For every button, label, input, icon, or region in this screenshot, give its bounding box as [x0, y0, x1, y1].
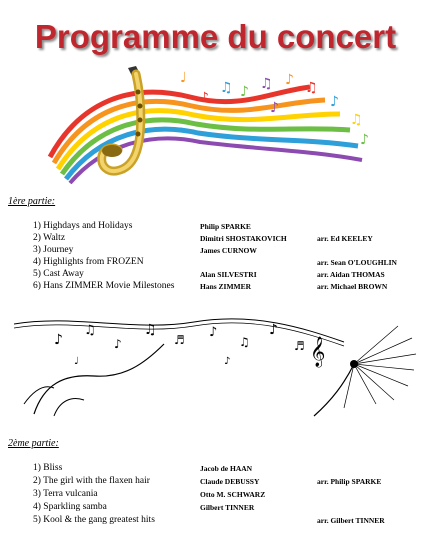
arranger: arr. Philip SPARKE: [317, 477, 382, 486]
svg-text:♩: ♩: [74, 356, 79, 367]
programme-row: [0, 502, 431, 514]
svg-text:♪: ♪: [360, 132, 369, 148]
piece-title: 5) Cast Away: [33, 269, 84, 279]
programme-row: [0, 515, 431, 527]
svg-text:♫: ♫: [350, 112, 363, 128]
svg-text:♪: ♪: [269, 322, 278, 338]
programme-row: [0, 269, 431, 281]
music-notes-icon: [14, 304, 419, 422]
svg-text:♪: ♪: [200, 90, 209, 106]
programme-row: [0, 463, 431, 475]
piece-title: 2) The girl with the flaxen hair: [33, 476, 150, 486]
svg-text:𝄞: 𝄞: [310, 337, 326, 367]
piece-title: 4) Sparkling samba: [33, 502, 107, 512]
svg-text:♪: ♪: [209, 325, 218, 340]
arranger: arr. Gilbert TINNER: [317, 516, 385, 525]
composer: Otto M. SCHWARZ: [200, 490, 266, 499]
svg-text:♩: ♩: [180, 70, 187, 86]
part1-label: 1ère partie:: [8, 196, 56, 207]
piece-title: 5) Kool & the gang greatest hits: [33, 515, 155, 525]
piece-title: 4) Highlights from FROZEN: [33, 257, 144, 267]
programme-row: [0, 257, 431, 269]
composer: Dimitri SHOSTAKOVICH: [200, 234, 287, 243]
programme-row: [0, 245, 431, 257]
svg-text:♪: ♪: [224, 356, 231, 367]
composer: Claude DEBUSSY: [200, 477, 260, 486]
arranger: arr. Sean O'LOUGHLIN: [317, 258, 397, 267]
composer: Philip SPARKE: [200, 222, 251, 231]
composer: Gilbert TINNER: [200, 503, 255, 512]
svg-text:♪: ♪: [285, 72, 294, 88]
programme-row: [0, 489, 431, 501]
piece-title: 1) Bliss: [33, 463, 63, 473]
svg-text:♬: ♬: [294, 339, 305, 353]
svg-text:♫: ♫: [84, 323, 96, 338]
programme-row: [0, 476, 431, 488]
arranger: arr. Ed KEELEY: [317, 234, 373, 243]
svg-text:♫: ♫: [239, 335, 250, 349]
svg-text:♫: ♫: [220, 80, 233, 96]
saxophone-icon: [40, 62, 390, 184]
arranger: arr. Michael BROWN: [317, 282, 388, 291]
piece-title: 2) Waltz: [33, 233, 66, 243]
programme-row: [0, 221, 431, 233]
piece-title: 6) Hans ZIMMER Movie Milestones: [33, 281, 175, 291]
svg-text:♫: ♫: [144, 322, 157, 338]
programme-row: [0, 281, 431, 293]
composer: Jacob de HAAN: [200, 464, 253, 473]
svg-text:♪: ♪: [114, 337, 122, 351]
page-title: Programme du concert: [34, 18, 397, 55]
svg-text:♪: ♪: [54, 332, 63, 348]
part2-label: 2ème partie:: [8, 438, 59, 449]
svg-text:♫: ♫: [305, 80, 318, 96]
composer: James CURNOW: [200, 246, 257, 255]
programme-row: [0, 233, 431, 245]
arranger: arr. Aidan THOMAS: [317, 270, 385, 279]
svg-text:♪: ♪: [330, 94, 339, 110]
svg-text:♫: ♫: [260, 76, 273, 92]
piece-title: 3) Terra vulcania: [33, 489, 98, 499]
composer: Alan SILVESTRI: [200, 270, 257, 279]
svg-text:♬: ♬: [174, 333, 185, 347]
composer: Hans ZIMMER: [200, 282, 252, 291]
piece-title: 1) Highdays and Holidays: [33, 221, 133, 231]
piece-title: 3) Journey: [33, 245, 74, 255]
svg-text:♪: ♪: [240, 84, 249, 100]
svg-text:♪: ♪: [270, 100, 279, 116]
